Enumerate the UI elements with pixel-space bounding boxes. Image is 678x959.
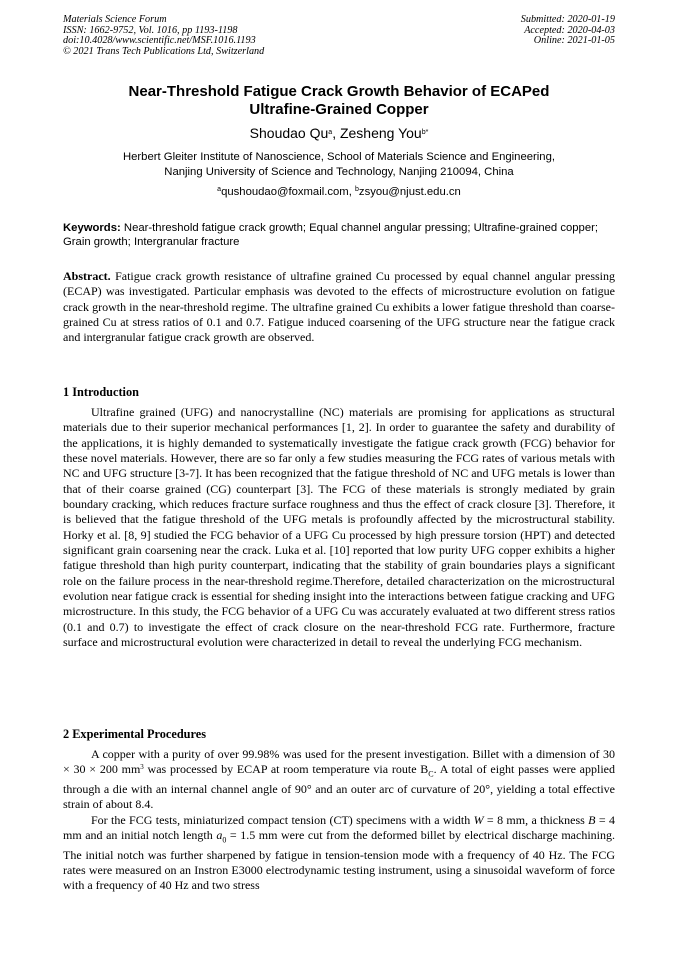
p2-text-b: = 8 mm, a thickness — [483, 812, 589, 827]
p1-superscript: 3 — [140, 763, 144, 772]
email-b-marker: b — [355, 186, 359, 193]
section-heading-experimental: 2 Experimental Procedures — [63, 727, 206, 741]
keywords — [63, 221, 615, 249]
journal-doi: doi:10.4028/www.scientific.net/MSF.1016.1193 — [63, 35, 256, 47]
journal-copyright: © 2021 Trans Tech Publications Ltd, Switzerland — [63, 45, 265, 57]
accepted-date: Accepted: 2020-04-03 — [524, 24, 615, 36]
journal-info — [63, 15, 264, 57]
author-2: Zesheng You — [339, 125, 422, 141]
journal-name: Materials Science Forum — [63, 14, 167, 25]
online-date: Online: 2021-01-05 — [533, 35, 615, 47]
title-line-2: Ultrafine-Grained Copper — [249, 101, 429, 118]
keywords-text: Near-threshold fatigue crack growth; Equal channel angular pressing; Ultrafine-grained copper; Grain growth; Intergranular fracture — [63, 222, 599, 248]
journal-issn: ISSN: 1662-9752, Vol. 1016, pp 1193-1198 — [63, 24, 238, 36]
affiliation-line-2: Nanjing University of Science and Technology, Nanjing 210094, China — [164, 166, 514, 178]
p1-text-a: A copper with a purity of over 99.98% was used for the present investigation. Billet with a dimension of 30 × 30 × 200 mm — [63, 747, 615, 777]
p2-symbol-b: B — [588, 812, 596, 827]
author-2-affil: b* — [421, 129, 429, 136]
p2-text-c: = 4 mm and an initial notch length — [63, 812, 615, 843]
p2-text-d: = 1.5 mm were cut from the deformed billet by electrical discharge machining. The initial notch was further sharpened by fatigue in tension-tension mode with a frequency of 40 Hz. The FCG rates were measured on an Instron E3000 electrodynamic testing instrument, using a sinusoidal waveform of force with a frequency of 40 Hz and two stress — [63, 828, 615, 893]
email-b: zsyou@njust.edu.cn — [358, 186, 461, 198]
introduction-body — [63, 405, 615, 650]
author-1: Shoudao Qu — [249, 125, 329, 141]
p2-text-a: For the FCG tests, miniaturized compact tension (CT) specimens with a width — [91, 812, 474, 827]
experimental-paragraph-2 — [63, 813, 615, 894]
author-list — [63, 125, 615, 142]
paper-title — [63, 83, 615, 119]
affiliation-line-1: Herbert Gleiter Institute of Nanoscience, School of Materials Science and Engineering, — [122, 151, 556, 163]
p1-text-c: . A total of eight passes were applied through a die with an internal channel angle of 90° and an outer arc of curvature of 20°, yielding a total effective strain of about 8.4. — [63, 762, 615, 812]
submitted-date: Submitted: 2020-01-19 — [520, 14, 615, 25]
author-1-affil: a — [328, 129, 333, 136]
introduction-paragraph: Ultrafine grained (UFG) and nanocrystalline (NC) materials are promising for applications as structural materials due to their superior mechanical performances [1, 2]. In order to guarantee the safety and durability of the applications, it is highly demanded to systematically investigate the fatigue crack growth (FCG) behavior for these novel materials. However, there are so far only a few studies measuring the FCG rates of various metals with NC and UFG structure [3-7]. It has been recognized that the fatigue threshold of NC and UFG metals is lower than that of their coarse grained (CG) counterpart [3]. The FCG of these materials is strongly mediated by grain boundary cracking, which reduces fracture surface roughness and thus the effect of crack closure [3]. Therefore, it is believed that the fatigue threshold of the UFG metals is profoundly affected by the microstructural stability. Horky et al. [8, 9] studied the FCG behavior of a UFG Cu processed by high pressure torsion (HPT) and detected significant grain coarsening near the crack. Luka et al. [10] reported that low purity UFG copper exhibits a higher fatigue threshold than high purity counterpart, indicating that the stability of grain boundaries plays a significant role on the failure process in the near-threshold regime.Therefore, detailed characterization on the microstructural evolution near fatigue crack is essential for sheding insight into the interactions between fatigue cracking and UFG microstructure. In this study, the FCG behavior of a UFG Cu was accurately evaluated at two different stress ratios (0.1 and 0.7) to investigate the effect of crack closure on the near-threshold FCG rate. Furthermore, fracture surface and microstructural evolution were characterized in detail to reveal the underlying FCG mechanism. — [63, 405, 615, 649]
p1-subscript: C — [428, 769, 434, 779]
experimental-body — [63, 747, 615, 894]
keywords-label: Keywords: — [63, 222, 121, 234]
abstract-text: Fatigue crack growth resistance of ultrafine grained Cu processed by equal channel angular pressing (ECAP) was investigated. Particular emphasis was devoted to the effects of microstructure evolution on fatigue crack growth in the near-threshold regime. The ultrafine grained Cu exhibits a lower fatigue threshold than coarse-grained Cu at stress ratios of 0.1 and 0.7. Fatigue induced coarsening of the UFG structure near the fatigue crack and intergranular fatigue crack growth are observed. — [63, 269, 615, 345]
p2-symbol-a: a — [216, 828, 223, 843]
email-a-marker: a — [217, 186, 222, 193]
abstract — [63, 269, 615, 345]
p1-text-b: was processed by ECAP at room temperature via route B — [143, 762, 429, 777]
experimental-paragraph-1 — [63, 747, 615, 813]
author-separator: , — [332, 125, 340, 141]
submission-dates — [521, 15, 615, 47]
affiliation — [63, 150, 615, 180]
email-a: qushoudao@foxmail.com — [221, 186, 349, 198]
p2-subscript-0: 0 — [222, 835, 227, 845]
email-separator: , — [348, 186, 356, 198]
author-emails — [63, 185, 615, 199]
abstract-label: Abstract. — [63, 269, 111, 283]
title-line-1: Near-Threshold Fatigue Crack Growth Behavior of ECAPed — [128, 83, 550, 100]
p2-symbol-w: W — [473, 812, 484, 827]
section-heading-introduction: 1 Introduction — [63, 385, 139, 399]
